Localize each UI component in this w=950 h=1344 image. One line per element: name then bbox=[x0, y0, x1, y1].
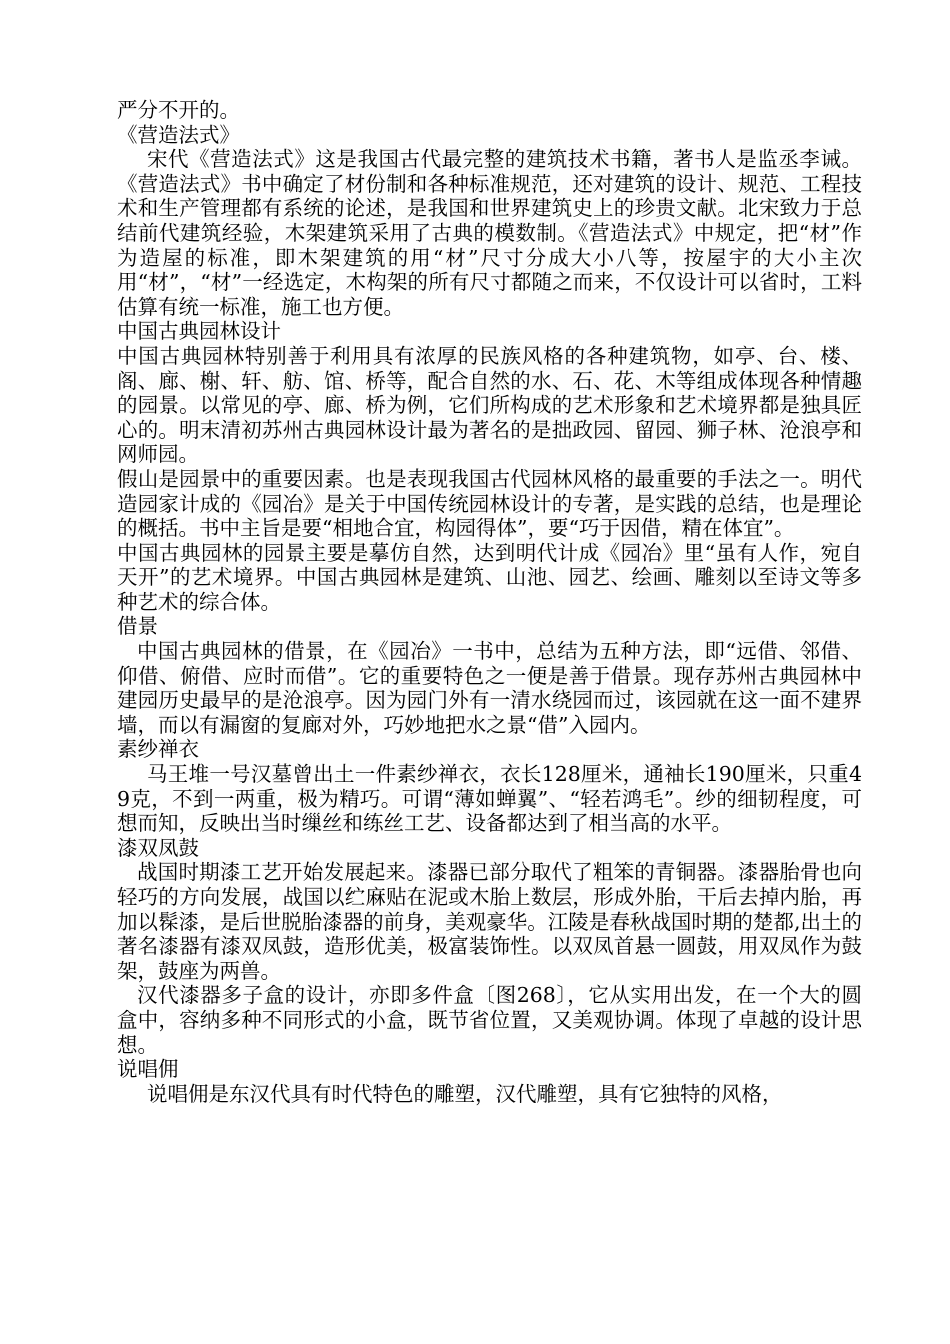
paragraph-storyteller-figurine: 说唱佣是东汉代具有时代特色的雕塑，汉代雕塑，具有它独特的风格， bbox=[147, 1081, 783, 1106]
paragraph-yingzao-fashi: 宋代《营造法式》这是我国古代最完整的建筑技术书籍，著书人是监丞李诫。《营造法式》书中确定了材份制和各种标准规范，还对建筑的设计、规范、工程技术和生产管理都有系统的论述，是我国和世界建筑史上的珍贵文献。北宋致力于总结前代建筑经验，木架建筑采用了古典的模数制。《营造法式》中规定，把“材”作为造屋的标准，即木架建筑的用“材”尺寸分成大小八等，按屋宇的大小主次用“材”，“材”一经选定，木构架的所有尺寸都随之而来，不仅设计可以省时，工料估算有统一标准，施工也方便。 bbox=[117, 147, 862, 319]
section-heading-yingzao-fashi: 《营造法式》 bbox=[117, 122, 240, 147]
paragraph-garden-scenery: 中国古典园林的园景主要是摹仿自然，达到明代计成《园冶》里“虽有人作，宛自天开”的艺术境界。中国古典园林是建筑、山池、园艺、绘画、雕刻以至诗文等多种艺术的综合体。 bbox=[117, 540, 862, 614]
paragraph-multi-box: 汉代漆器多子盒的设计，亦即多件盒〔图268〕，它从实用出发，在一个大的圆盒中，容纳多种不同形式的小盒，既节省位置，又美观协调。体现了卓越的设计思想。 bbox=[117, 983, 862, 1057]
section-heading-silk-gauze-robe: 素纱禅衣 bbox=[117, 737, 199, 762]
paragraph-lacquer-drum: 战国时期漆工艺开始发展起来。漆器已部分取代了粗笨的青铜器。漆器胎骨也向轻巧的方向发展，战国以纻麻贴在泥或木胎上数层，形成外胎，干后去掉内胎，再加以髹漆，是后世脱胎漆器的前身，美观豪华。江陵是春秋战国时期的楚都,出土的著名漆器有漆双凤鼓，造形优美，极富装饰性。以双凤首悬一圆鼓，用双凤作为鼓架，鼓座为两兽。 bbox=[117, 860, 862, 983]
section-heading-storyteller-figurine: 说唱佣 bbox=[117, 1057, 179, 1082]
section-heading-borrowed-scenery: 借景 bbox=[117, 614, 158, 639]
paragraph-continuation: 严分不开的。 bbox=[117, 98, 240, 122]
document-body bbox=[117, 98, 862, 1106]
paragraph-garden-buildings: 中国古典园林特别善于利用具有浓厚的民族风格的各种建筑物，如亭、台、楼、阁、廊、榭、轩、舫、馆、桥等，配合自然的水、石、花、木等组成体现各种情趣的园景。以常见的亭、廊、桥为例，它们所构成的艺术形象和艺术境界都是独具匠心的。明末清初苏州古典园林设计最为著名的是拙政园、留园、狮子林、沧浪亭和网师园。 bbox=[117, 343, 862, 467]
section-heading-lacquer-drum: 漆双凤鼓 bbox=[117, 835, 199, 860]
paragraph-borrowed-scenery: 中国古典园林的借景，在《园冶》一书中，总结为五种方法，即“远借、邻借、仰借、俯借、应时而借”。它的重要特色之一便是善于借景。现存苏州古典园林中建园历史最早的是沧浪亭。因为园门外有一清水绕园而过，该园就在这一面不建界墙，而以有漏窗的复廊对外，巧妙地把水之景“借”入园内。 bbox=[117, 639, 862, 737]
paragraph-rockery: 假山是园景中的重要因素。也是表现我国古代园林风格的最重要的手法之一。明代造园家计成的《园冶》是关于中国传统园林设计的专著，是实践的总结，也是理论的概括。书中主旨是要“相地合宜，构园得体”，要“巧于因借，精在体宜”。 bbox=[117, 466, 862, 541]
section-heading-classical-garden-design: 中国古典园林设计 bbox=[117, 319, 281, 344]
paragraph-silk-gauze-robe: 马王堆一号汉墓曾出土一件素纱禅衣，衣长128厘米，通袖长190厘米，只重49克，不到一两重，极为精巧。可谓“薄如蝉翼”、“轻若鸿毛”。纱的细韧程度，可想而知，反映出当时缫丝和练丝工艺、设备都达到了相当高的水平。 bbox=[117, 762, 862, 836]
